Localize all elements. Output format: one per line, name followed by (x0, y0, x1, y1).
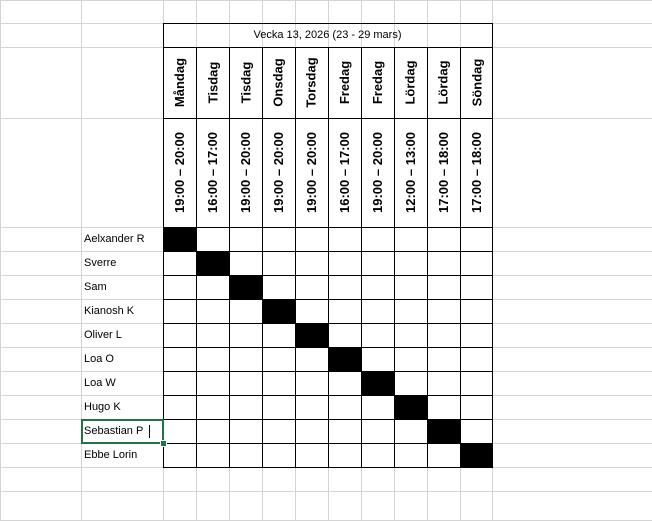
day-header: Torsdag (304, 57, 320, 108)
time-header: 17:00 – 18:00 (436, 132, 452, 213)
time-header-cell[interactable] (163, 118, 196, 227)
table-border-horizontal (163, 299, 493, 300)
participant-name[interactable]: Ebbe Lorin (84, 449, 138, 461)
table-border-horizontal (163, 347, 493, 348)
table-border-horizontal (163, 467, 493, 468)
participant-name[interactable]: Oliver L (84, 329, 122, 341)
table-border-horizontal (163, 419, 493, 420)
time-header: 19:00 – 20:00 (238, 132, 254, 213)
table-border-horizontal (163, 323, 493, 324)
day-header-cell[interactable] (427, 47, 460, 118)
gridline-vertical (0, 0, 1, 520)
day-header-cell[interactable] (163, 47, 196, 118)
participant-name[interactable]: Sam (84, 281, 107, 293)
assigned-slot-cell[interactable] (196, 251, 229, 275)
week-title-cell[interactable] (163, 23, 492, 47)
time-header: 19:00 – 20:00 (172, 132, 188, 213)
day-header: Måndag (172, 57, 187, 108)
assigned-slot-cell[interactable] (427, 419, 460, 443)
day-header-cell[interactable] (460, 47, 493, 118)
table-border-vertical (295, 47, 296, 468)
participant-name[interactable]: Sverre (84, 257, 117, 269)
time-header: 19:00 – 20:00 (304, 132, 320, 213)
assigned-slot-cell[interactable] (460, 443, 492, 467)
table-border-horizontal (163, 47, 493, 48)
day-header: Fredag (370, 60, 385, 105)
participant-name[interactable]: Loa W (84, 377, 116, 389)
participant-name[interactable]: Kianosh K (84, 305, 135, 317)
day-header-cell[interactable] (262, 47, 295, 118)
day-header-cell[interactable] (229, 47, 262, 118)
table-border-vertical (427, 47, 428, 468)
assigned-slot-cell[interactable] (361, 371, 394, 395)
assigned-slot-cell[interactable] (295, 323, 328, 347)
day-header-cell[interactable] (295, 47, 328, 118)
time-header-cell[interactable] (361, 118, 394, 227)
time-header-cell[interactable] (427, 118, 460, 227)
time-header: 16:00 – 17:00 (337, 132, 353, 213)
time-header: 12:00 – 13:00 (403, 132, 419, 213)
table-border-horizontal (163, 227, 493, 228)
day-header-cell[interactable] (328, 47, 361, 118)
day-header: Fredag (337, 60, 352, 105)
participant-name[interactable]: Loa O (84, 353, 114, 365)
day-header: Tisdag (205, 61, 221, 104)
time-header-cell[interactable] (262, 118, 295, 227)
participant-name[interactable]: Hugo K (84, 401, 121, 413)
day-header-cell[interactable] (361, 47, 394, 118)
table-border-vertical (196, 47, 197, 468)
assigned-slot-cell[interactable] (262, 299, 295, 323)
table-border-horizontal (163, 275, 493, 276)
table-border-horizontal (163, 23, 493, 24)
active-cell-selection[interactable] (81, 419, 164, 444)
table-border-vertical (492, 23, 493, 468)
time-header: 17:00 – 18:00 (469, 132, 485, 213)
table-border-vertical (163, 23, 164, 468)
text-cursor (149, 425, 150, 438)
assigned-slot-cell[interactable] (394, 395, 427, 419)
table-border-horizontal (163, 118, 493, 119)
day-header: Lördag (436, 60, 451, 105)
day-header: Söndag (469, 58, 485, 107)
table-border-horizontal (163, 395, 493, 396)
time-header-cell[interactable] (460, 118, 493, 227)
table-border-vertical (361, 47, 362, 468)
assigned-slot-cell[interactable] (163, 227, 196, 251)
day-header: Onsdag (271, 58, 286, 107)
time-header-cell[interactable] (229, 118, 262, 227)
assigned-slot-cell[interactable] (328, 347, 361, 371)
day-header-cell[interactable] (196, 47, 229, 118)
table-border-horizontal (163, 251, 493, 252)
table-border-horizontal (163, 371, 493, 372)
day-header: Lördag (403, 60, 418, 105)
assigned-slot-cell[interactable] (229, 275, 262, 299)
time-header-cell[interactable] (196, 118, 229, 227)
week-title: Vecka 13, 2026 (23 - 29 mars) (253, 29, 402, 41)
time-header: 19:00 – 20:00 (271, 132, 287, 213)
time-header: 19:00 – 20:00 (370, 132, 386, 213)
time-header-cell[interactable] (394, 118, 427, 227)
time-header: 16:00 – 17:00 (205, 132, 221, 213)
table-border-vertical (394, 47, 395, 468)
time-header-cell[interactable] (328, 118, 361, 227)
day-header-cell[interactable] (394, 47, 427, 118)
time-header-cell[interactable] (295, 118, 328, 227)
gridline-horizontal (0, 0, 652, 1)
day-header: Tisdag (238, 61, 254, 104)
participant-name[interactable]: Sebastian P (84, 425, 144, 437)
participant-name[interactable]: Aelxander R (84, 233, 145, 245)
gridline-horizontal (0, 491, 652, 492)
table-border-vertical (229, 47, 230, 468)
table-border-horizontal (163, 443, 493, 444)
fill-handle[interactable] (160, 440, 167, 447)
table-border-vertical (328, 47, 329, 468)
table-border-vertical (460, 47, 461, 468)
table-border-vertical (262, 47, 263, 468)
